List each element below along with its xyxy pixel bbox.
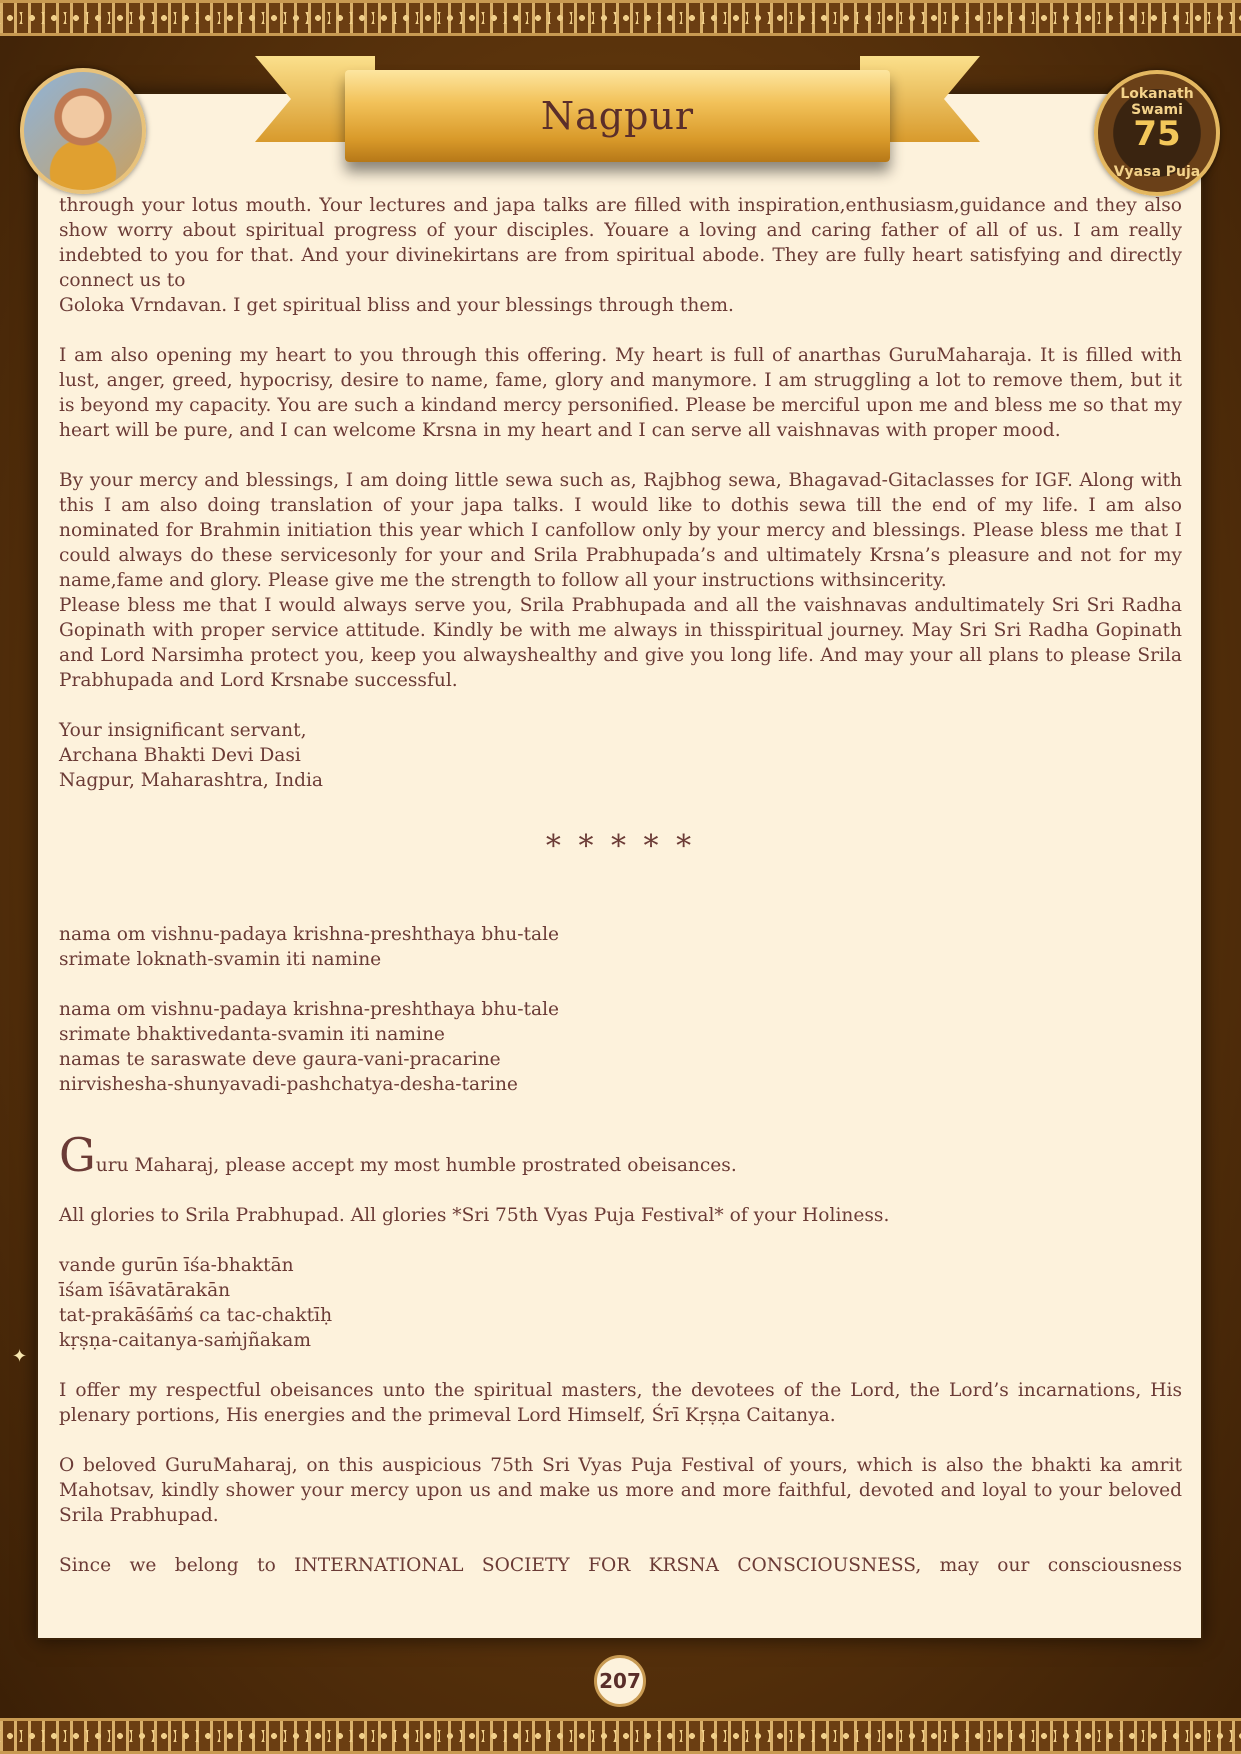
- paragraph-bless: Please bless me that I would always serve you, Srila Prabhupada and all the vaishnavas andultimately Sri Sri Radha Gopinath with proper service attitude. Kindly be with me always in thisspiritual journey. May Sri Sri Radha Gopinath and Lord Narsimha protect you, keep you alwayshealthy and give you long life. And may your all plans to please Srila Prabhupada and Lord Krsnabe successful.: [59, 595, 1182, 691]
- page-title: Nagpur: [540, 94, 695, 138]
- page-number: 207: [594, 1655, 646, 1707]
- prayer1-line-1: nama om vishnu-padaya krishna-preshthaya bhu-tale: [59, 924, 560, 945]
- badge-number: 75: [1133, 114, 1181, 154]
- badge-top-text: Lokanath Swami: [1120, 86, 1194, 118]
- prayer2-line-2: srimate bhaktivedanta-svamin iti namine: [59, 1024, 445, 1045]
- sparkle-icon: ✦: [12, 1346, 28, 1367]
- guru-portrait-image: [20, 68, 146, 194]
- title-ribbon: [255, 50, 980, 170]
- paragraph-lectures: through your lotus mouth. Your lectures and japa talks are filled with inspiration,enthusiasm,guidance and they also show worry about spiritual progress of your disciples. Youare a loving and caring father of all of us. I am really indebted to you for that. And your divinekirtans are from spiritual abode. They are fully heart satisfying and directly connect us to: [59, 195, 1182, 291]
- signature-line-1: Your insignificant servant,: [59, 720, 307, 741]
- prayer1-line-2: srimate loknath-svamin iti namine: [59, 949, 382, 970]
- ribbon-banner: [345, 70, 890, 162]
- paragraph-sewa: By your mercy and blessings, I am doing little sewa such as, Rajbhog sewa, Bhagavad-Gitaclasses for IGF. Along with this I am also doing translation of your japa talks. I would like to dothis sewa till the end of my life. I am also nominated for Brahmin initiation this year which I canfollow only by your mercy and blessings. Please bless me that I could always do these servicesonly for your and Srila Prabhupada’s and ultimately Krsna’s pleasure and not for my name,fame and glory. Please give me the strength to follow all your instructions withsincerity.: [59, 470, 1182, 591]
- prayer2-line-4: nirvishesha-shunyavadi-pashchatya-desha-tarine: [59, 1074, 518, 1095]
- vyasa-puja-75-badge: [1094, 70, 1220, 196]
- prayer2-line-3: namas te saraswate deve gaura-vani-pracarine: [59, 1049, 501, 1070]
- paragraph-anarthas: I am also opening my heart to you through this offering. My heart is full of anarthas GuruMaharaja. It is filled with lust, anger, greed, hypocrisy, desire to name, fame, glory and manymore. I am struggling a lot to remove them, but it is beyond my capacity. You are such a kindand mercy personified. Please be merciful upon me and bless me so that my heart will be pure, and I can welcome Krsna in my heart and I can serve all vaishnavas with proper mood.: [59, 345, 1182, 441]
- top-ornamental-border: [0, 0, 1241, 36]
- paragraph-goloka: Goloka Vrndavan. I get spiritual bliss and your blessings through them.: [59, 295, 734, 316]
- section-separator: * * * * *: [545, 829, 696, 864]
- signature-name: Archana Bhakti Devi Dasi: [59, 745, 301, 766]
- signature-location: Nagpur, Maharashtra, India: [59, 770, 323, 791]
- prayer2-line-1: nama om vishnu-padaya krishna-preshthaya bhu-tale: [59, 999, 560, 1020]
- paragraph-glories: All glories to Srila Prabhupad. All glories *Sri 75th Vyas Puja Festival* of your Holiness.: [59, 1205, 890, 1226]
- verse-line-4: kṛṣṇa-caitanya-saṁjñakam: [59, 1330, 311, 1351]
- paragraph-since: Since we belong to INTERNATIONAL SOCIETY FOR KRSNA CONSCIOUSNESS, may our consciousness: [59, 1555, 1182, 1576]
- paragraph-beloved: O beloved GuruMaharaj, on this auspicious 75th Sri Vyas Puja Festival of yours, which is also the bhakti ka amrit Mahotsav, kindly shower your mercy upon us and make us more and more faithful, devoted and loyal to your beloved Srila Prabhupad.: [59, 1455, 1182, 1526]
- verse-line-2: īśam īśāvatārakān: [59, 1280, 231, 1301]
- bottom-ornamental-border: [0, 1718, 1241, 1754]
- verse-line-1: vande gurūn īśa-bhaktān: [59, 1255, 294, 1276]
- paragraph-opening: [59, 1128, 1182, 1182]
- paragraph-translation: I offer my respectful obeisances unto the spiritual masters, the devotees of the Lord, the Lord’s incarnations, His plenary portions, His energies and the primeval Lord Himself, Śrī Kṛṣṇa Caitanya.: [59, 1380, 1182, 1426]
- badge-bottom-text: Vyasa Puja: [1113, 164, 1201, 180]
- drop-cap: G: [59, 1128, 96, 1182]
- opening-text: uru Maharaj, please accept my most humble prostrated obeisances.: [95, 1155, 737, 1176]
- verse-line-3: tat-prakāśāṁś ca tac-chaktīḥ: [59, 1305, 333, 1326]
- page-content: [59, 193, 1182, 1578]
